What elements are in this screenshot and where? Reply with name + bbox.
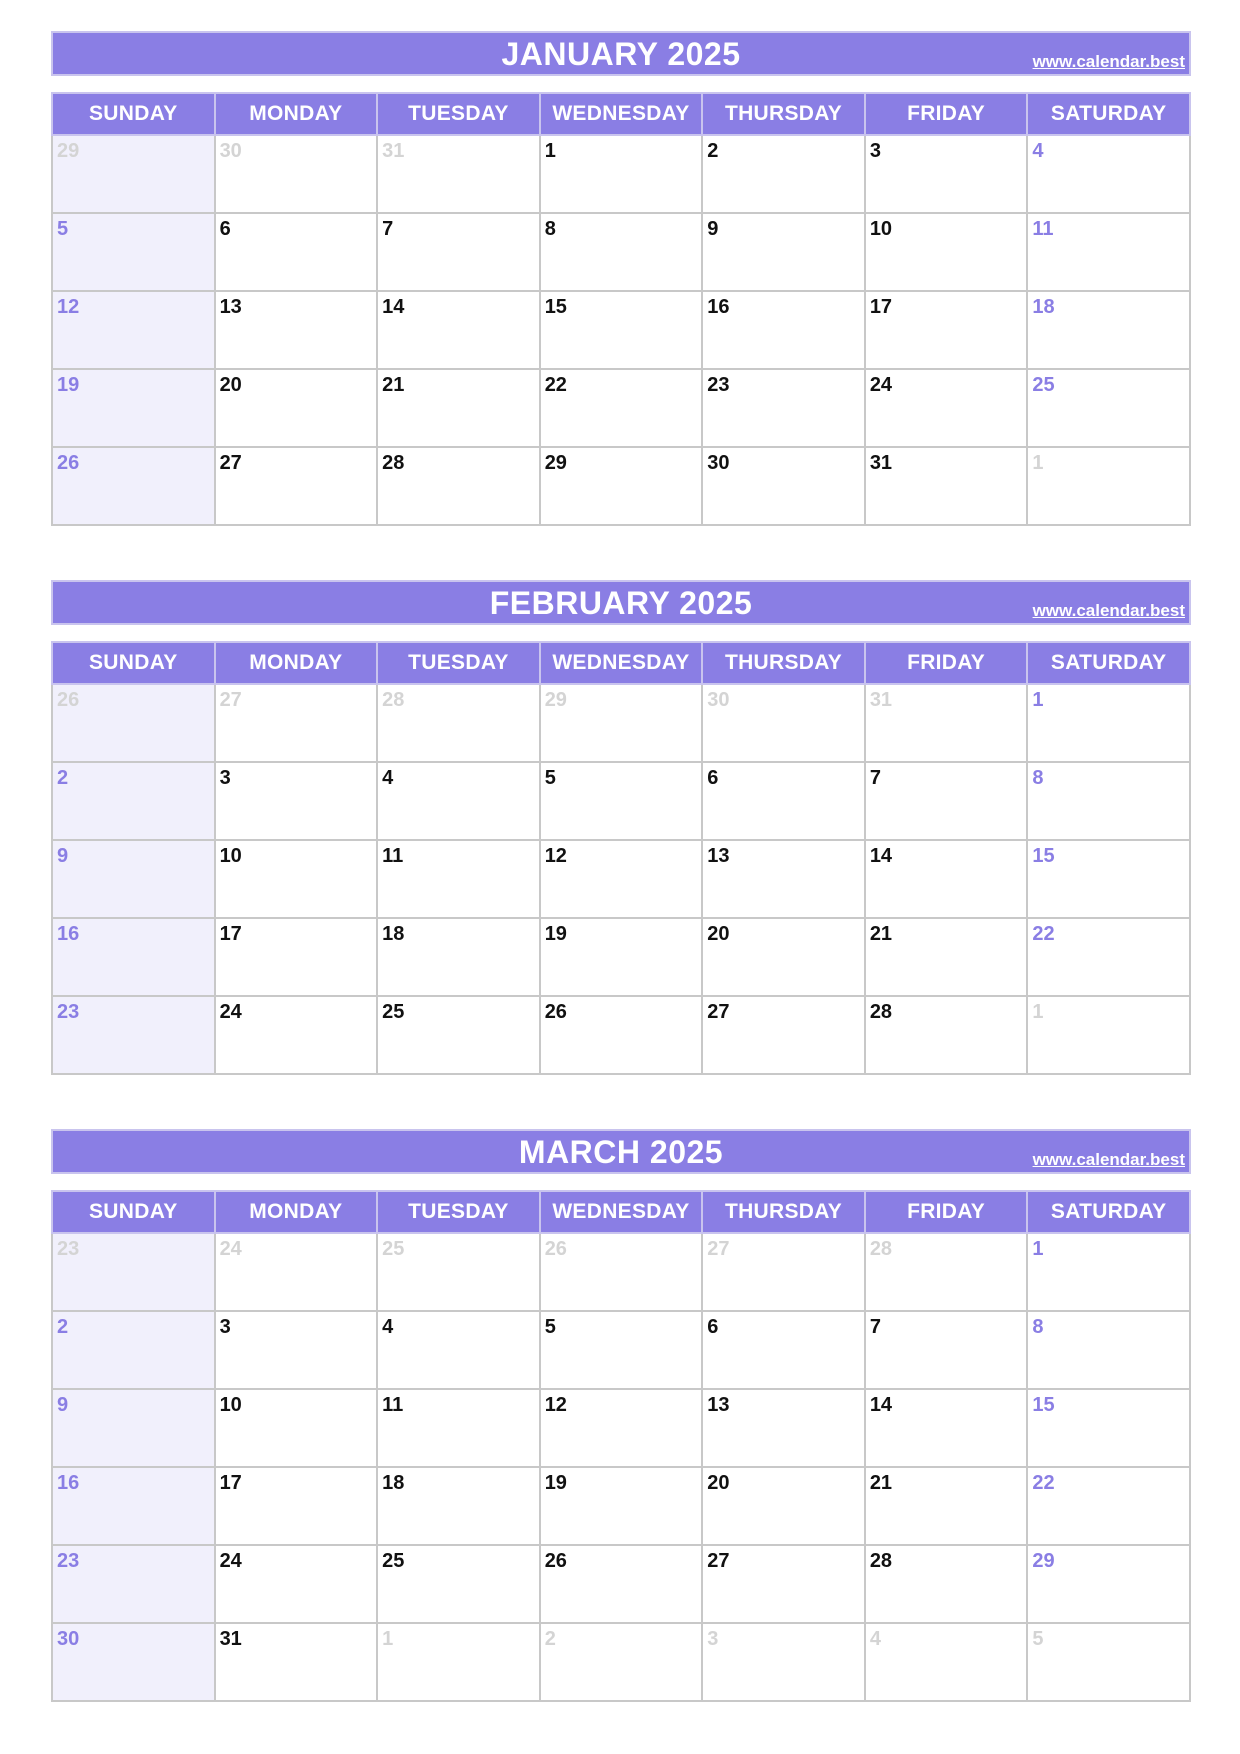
- day-cell[interactable]: 29: [52, 135, 215, 213]
- day-cell[interactable]: 25: [377, 996, 540, 1074]
- day-cell[interactable]: 21: [377, 369, 540, 447]
- day-cell[interactable]: 14: [865, 840, 1028, 918]
- week-row: [52, 1623, 1190, 1701]
- day-cell[interactable]: 29: [540, 447, 703, 525]
- day-cell[interactable]: 7: [865, 762, 1028, 840]
- day-cell[interactable]: 7: [865, 1311, 1028, 1389]
- site-link[interactable]: www.calendar.best: [1032, 601, 1185, 620]
- weekday-header-sunday: SUNDAY: [52, 642, 215, 684]
- day-cell[interactable]: 30: [215, 135, 378, 213]
- day-cell[interactable]: 24: [215, 996, 378, 1074]
- day-cell[interactable]: 14: [377, 291, 540, 369]
- day-cell[interactable]: 14: [865, 1389, 1028, 1467]
- day-cell[interactable]: 23: [52, 996, 215, 1074]
- day-cell[interactable]: 31: [865, 447, 1028, 525]
- day-cell[interactable]: 19: [52, 369, 215, 447]
- day-cell[interactable]: 9: [702, 213, 865, 291]
- day-cell[interactable]: 16: [702, 291, 865, 369]
- month-title: MARCH 2025: [518, 1134, 724, 1170]
- day-cell[interactable]: 26: [540, 996, 703, 1074]
- day-cell[interactable]: 13: [702, 840, 865, 918]
- calendar-grid: [51, 92, 1191, 526]
- day-cell[interactable]: 2: [540, 1623, 703, 1701]
- day-cell[interactable]: 25: [377, 1233, 540, 1311]
- day-cell[interactable]: 6: [702, 762, 865, 840]
- day-cell[interactable]: 17: [215, 1467, 378, 1545]
- weekday-header-thursday: THURSDAY: [702, 93, 865, 135]
- weekday-header-tuesday: TUESDAY: [377, 1191, 540, 1233]
- day-cell[interactable]: 2: [52, 1311, 215, 1389]
- day-cell[interactable]: 28: [865, 1233, 1028, 1311]
- day-cell[interactable]: 1: [1027, 684, 1190, 762]
- day-cell[interactable]: 26: [540, 1233, 703, 1311]
- month-march: [51, 1129, 1191, 1650]
- weekday-header-wednesday: WEDNESDAY: [540, 1191, 703, 1233]
- month-header: [51, 1129, 1191, 1174]
- day-cell[interactable]: 12: [52, 291, 215, 369]
- day-cell[interactable]: 1: [1027, 996, 1190, 1074]
- week-row: [52, 369, 1190, 447]
- day-cell[interactable]: 22: [540, 369, 703, 447]
- week-row: [52, 447, 1190, 525]
- day-cell[interactable]: 21: [865, 1467, 1028, 1545]
- day-cell[interactable]: 23: [702, 369, 865, 447]
- day-cell[interactable]: 15: [540, 291, 703, 369]
- week-row: [52, 996, 1190, 1074]
- month-header: [51, 31, 1191, 76]
- day-cell[interactable]: 8: [1027, 762, 1190, 840]
- day-cell[interactable]: 30: [702, 447, 865, 525]
- weekday-header-monday: MONDAY: [215, 1191, 378, 1233]
- site-link[interactable]: www.calendar.best: [1032, 52, 1185, 71]
- month-title: JANUARY 2025: [501, 36, 741, 72]
- day-cell[interactable]: 3: [215, 762, 378, 840]
- week-row: [52, 762, 1190, 840]
- day-cell[interactable]: 3: [865, 135, 1028, 213]
- day-cell[interactable]: 9: [52, 840, 215, 918]
- day-cell[interactable]: 10: [215, 1389, 378, 1467]
- week-row: [52, 1233, 1190, 1311]
- day-cell[interactable]: 3: [215, 1311, 378, 1389]
- day-cell[interactable]: 16: [52, 918, 215, 996]
- day-cell[interactable]: 27: [702, 1233, 865, 1311]
- weekday-header-friday: FRIDAY: [865, 642, 1028, 684]
- weekday-header-thursday: THURSDAY: [702, 1191, 865, 1233]
- week-row: [52, 1545, 1190, 1623]
- day-cell[interactable]: 4: [865, 1623, 1028, 1701]
- site-link[interactable]: www.calendar.best: [1032, 1150, 1185, 1169]
- day-cell[interactable]: 17: [215, 918, 378, 996]
- day-cell[interactable]: 23: [52, 1545, 215, 1623]
- day-cell[interactable]: 20: [702, 918, 865, 996]
- weekday-header-wednesday: WEDNESDAY: [540, 93, 703, 135]
- weekday-header-monday: MONDAY: [215, 642, 378, 684]
- day-cell[interactable]: 5: [540, 1311, 703, 1389]
- day-cell[interactable]: 24: [215, 1545, 378, 1623]
- day-cell[interactable]: 25: [1027, 369, 1190, 447]
- day-cell[interactable]: 24: [865, 369, 1028, 447]
- month-january: [51, 31, 1191, 474]
- day-cell[interactable]: 27: [215, 684, 378, 762]
- day-cell[interactable]: 13: [215, 291, 378, 369]
- day-cell[interactable]: 12: [540, 840, 703, 918]
- day-cell[interactable]: 26: [52, 447, 215, 525]
- day-cell[interactable]: 4: [377, 1311, 540, 1389]
- day-cell[interactable]: 1: [540, 135, 703, 213]
- week-row: [52, 840, 1190, 918]
- day-cell[interactable]: 10: [215, 840, 378, 918]
- day-cell[interactable]: 22: [1027, 1467, 1190, 1545]
- week-row: [52, 291, 1190, 369]
- day-cell[interactable]: 30: [702, 684, 865, 762]
- weekday-header-sunday: SUNDAY: [52, 93, 215, 135]
- weekday-header-friday: FRIDAY: [865, 93, 1028, 135]
- day-cell[interactable]: 6: [215, 213, 378, 291]
- week-row: [52, 1467, 1190, 1545]
- week-row: [52, 135, 1190, 213]
- day-cell[interactable]: 11: [377, 840, 540, 918]
- day-cell[interactable]: 1: [1027, 447, 1190, 525]
- week-row: [52, 1389, 1190, 1467]
- day-cell[interactable]: 28: [865, 1545, 1028, 1623]
- day-cell[interactable]: 2: [52, 762, 215, 840]
- day-cell[interactable]: 31: [377, 135, 540, 213]
- day-cell[interactable]: 4: [1027, 135, 1190, 213]
- day-cell[interactable]: 10: [865, 213, 1028, 291]
- weekday-header-monday: MONDAY: [215, 93, 378, 135]
- day-cell[interactable]: 31: [215, 1623, 378, 1701]
- week-row: [52, 684, 1190, 762]
- day-cell[interactable]: 1: [1027, 1233, 1190, 1311]
- weekday-header-friday: FRIDAY: [865, 1191, 1028, 1233]
- calendar-grid: [51, 1190, 1191, 1702]
- day-cell[interactable]: 15: [1027, 840, 1190, 918]
- day-cell[interactable]: 12: [540, 1389, 703, 1467]
- day-cell[interactable]: 5: [540, 762, 703, 840]
- week-row: [52, 213, 1190, 291]
- day-cell[interactable]: 1: [377, 1623, 540, 1701]
- day-cell[interactable]: 28: [377, 684, 540, 762]
- day-cell[interactable]: 20: [702, 1467, 865, 1545]
- month-february: [51, 580, 1191, 1023]
- day-cell[interactable]: 9: [52, 1389, 215, 1467]
- weekday-header-saturday: SATURDAY: [1027, 1191, 1190, 1233]
- day-cell[interactable]: 3: [702, 1623, 865, 1701]
- day-cell[interactable]: 22: [1027, 918, 1190, 996]
- day-cell[interactable]: 20: [215, 369, 378, 447]
- weekday-header-thursday: THURSDAY: [702, 642, 865, 684]
- day-cell[interactable]: 21: [865, 918, 1028, 996]
- day-cell[interactable]: 23: [52, 1233, 215, 1311]
- day-cell[interactable]: 8: [540, 213, 703, 291]
- day-cell[interactable]: 16: [52, 1467, 215, 1545]
- day-cell[interactable]: 26: [540, 1545, 703, 1623]
- day-cell[interactable]: 26: [52, 684, 215, 762]
- month-header: [51, 580, 1191, 625]
- day-cell[interactable]: 5: [52, 213, 215, 291]
- day-cell[interactable]: 31: [865, 684, 1028, 762]
- week-row: [52, 918, 1190, 996]
- weekday-header-sunday: SUNDAY: [52, 1191, 215, 1233]
- weekday-header-tuesday: TUESDAY: [377, 642, 540, 684]
- day-cell[interactable]: 19: [540, 918, 703, 996]
- day-cell[interactable]: 7: [377, 213, 540, 291]
- day-cell[interactable]: 29: [1027, 1545, 1190, 1623]
- day-cell[interactable]: 18: [377, 918, 540, 996]
- day-cell[interactable]: 18: [1027, 291, 1190, 369]
- day-cell[interactable]: 15: [1027, 1389, 1190, 1467]
- weekday-header-wednesday: WEDNESDAY: [540, 642, 703, 684]
- week-row: [52, 1311, 1190, 1389]
- day-cell[interactable]: 11: [1027, 213, 1190, 291]
- weekday-header-tuesday: TUESDAY: [377, 93, 540, 135]
- weekday-header-saturday: SATURDAY: [1027, 642, 1190, 684]
- day-cell[interactable]: 5: [1027, 1623, 1190, 1701]
- month-title: FEBRUARY 2025: [489, 585, 753, 621]
- day-cell[interactable]: 4: [377, 762, 540, 840]
- day-cell[interactable]: 28: [377, 447, 540, 525]
- day-cell[interactable]: 27: [215, 447, 378, 525]
- calendar-grid: [51, 641, 1191, 1075]
- day-cell[interactable]: 24: [215, 1233, 378, 1311]
- day-cell[interactable]: 2: [702, 135, 865, 213]
- weekday-header-saturday: SATURDAY: [1027, 93, 1190, 135]
- day-cell[interactable]: 29: [540, 684, 703, 762]
- day-cell[interactable]: 28: [865, 996, 1028, 1074]
- day-cell[interactable]: 27: [702, 1545, 865, 1623]
- day-cell[interactable]: 18: [377, 1467, 540, 1545]
- day-cell[interactable]: 30: [52, 1623, 215, 1701]
- day-cell[interactable]: 13: [702, 1389, 865, 1467]
- day-cell[interactable]: 8: [1027, 1311, 1190, 1389]
- day-cell[interactable]: 19: [540, 1467, 703, 1545]
- day-cell[interactable]: 17: [865, 291, 1028, 369]
- day-cell[interactable]: 6: [702, 1311, 865, 1389]
- day-cell[interactable]: 25: [377, 1545, 540, 1623]
- day-cell[interactable]: 11: [377, 1389, 540, 1467]
- day-cell[interactable]: 27: [702, 996, 865, 1074]
